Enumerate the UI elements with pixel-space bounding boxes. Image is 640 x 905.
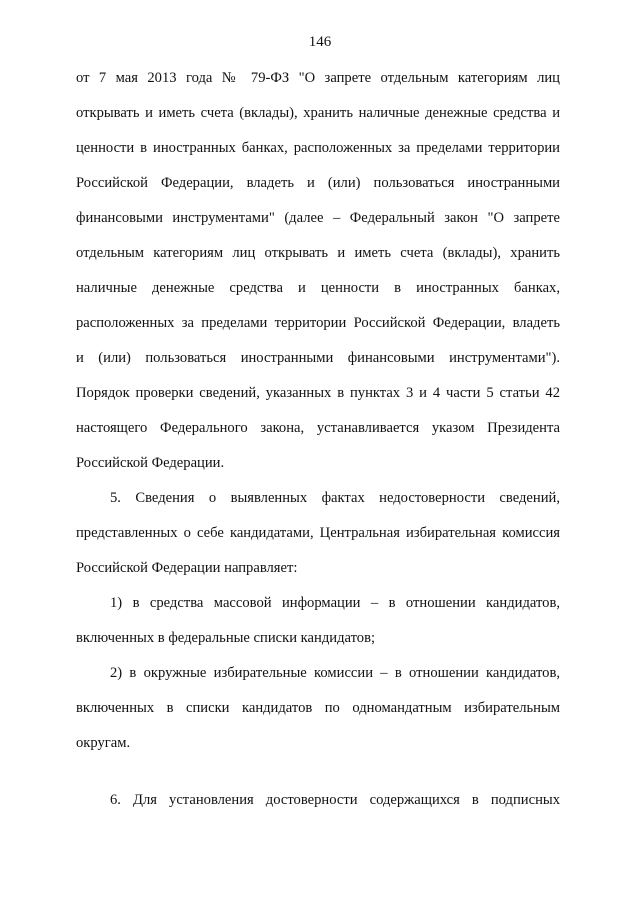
text-line: округам. <box>76 735 131 751</box>
text-line: Российской Федерации направляет: <box>76 560 298 576</box>
text-line: Российской Федерации, владеть и (или) пользоваться иностранными <box>76 175 560 191</box>
text-line: наличные денежные средства и ценности в иностранных банках, <box>76 280 560 296</box>
text-line: 2) в окружные избирательные комиссии – в отношении кандидатов, <box>110 665 560 681</box>
text-line: представленных о себе кандидатами, Центральная избирательная комиссия <box>76 525 560 541</box>
text-line: включенных в федеральные списки кандидатов; <box>76 630 376 646</box>
text-line: от 7 мая 2013 года № 79-ФЗ "О запрете отдельным категориям лиц <box>76 70 560 86</box>
text-line: расположенных за пределами территории Российской Федерации, владеть <box>76 315 560 331</box>
text-line: и (или) пользоваться иностранными финансовыми инструментами"). <box>76 350 560 366</box>
text-line: ценности в иностранных банках, расположенных за пределами территории <box>76 140 560 156</box>
text-line: отдельным категориям лиц открывать и иметь счета (вклады), хранить <box>76 245 560 261</box>
text-line: включенных в списки кандидатов по одномандатным избирательным <box>76 700 560 716</box>
text-line: открывать и иметь счета (вклады), хранить наличные денежные средства и <box>76 105 560 121</box>
text-line: 1) в средства массовой информации – в отношении кандидатов, <box>110 595 560 611</box>
text-line: 5. Сведения о выявленных фактах недостоверности сведений, <box>110 490 560 506</box>
text-line: 6. Для установления достоверности содержащихся в подписных <box>110 792 560 808</box>
text-line: Российской Федерации. <box>76 455 225 471</box>
text-line: Порядок проверки сведений, указанных в пунктах 3 и 4 части 5 статьи 42 <box>76 385 560 401</box>
page-number: 146 <box>308 34 332 50</box>
text-line: настоящего Федерального закона, устанавливается указом Президента <box>76 420 560 436</box>
text-line: финансовыми инструментами" (далее – Федеральный закон "О запрете <box>76 210 560 226</box>
